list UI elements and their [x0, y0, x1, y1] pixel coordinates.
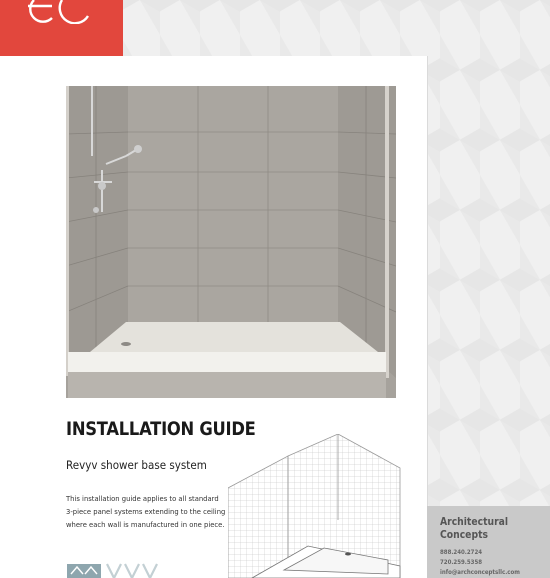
company-name [440, 516, 508, 542]
document-title: INSTALLATION GUIDE [66, 418, 256, 440]
email-link[interactable]: info@archconceptsllc.com [440, 569, 520, 576]
phone-secondary[interactable]: 720.259.5358 [440, 559, 483, 566]
document-subtitle: Revyv shower base system [66, 458, 207, 472]
document-page [0, 56, 427, 578]
company-name-line: Concepts [440, 529, 488, 541]
intro-line: 3-piece panel systems extending to the ceiling [66, 507, 226, 516]
phone-primary[interactable]: 888.240.2724 [440, 549, 483, 556]
company-logo-block[interactable] [0, 0, 123, 56]
company-name-line: Architectural [440, 516, 509, 528]
ac-logo-mark-icon [22, 0, 92, 24]
contact-block [427, 506, 550, 578]
revyv-logo-icon [67, 562, 177, 578]
shower-base-diagram [228, 434, 408, 578]
intro-line: where each wall is manufactured in one piece. [66, 520, 225, 529]
shower-photo [66, 86, 396, 398]
document-intro [66, 492, 226, 531]
intro-line: This installation guide applies to all standard [66, 494, 219, 503]
